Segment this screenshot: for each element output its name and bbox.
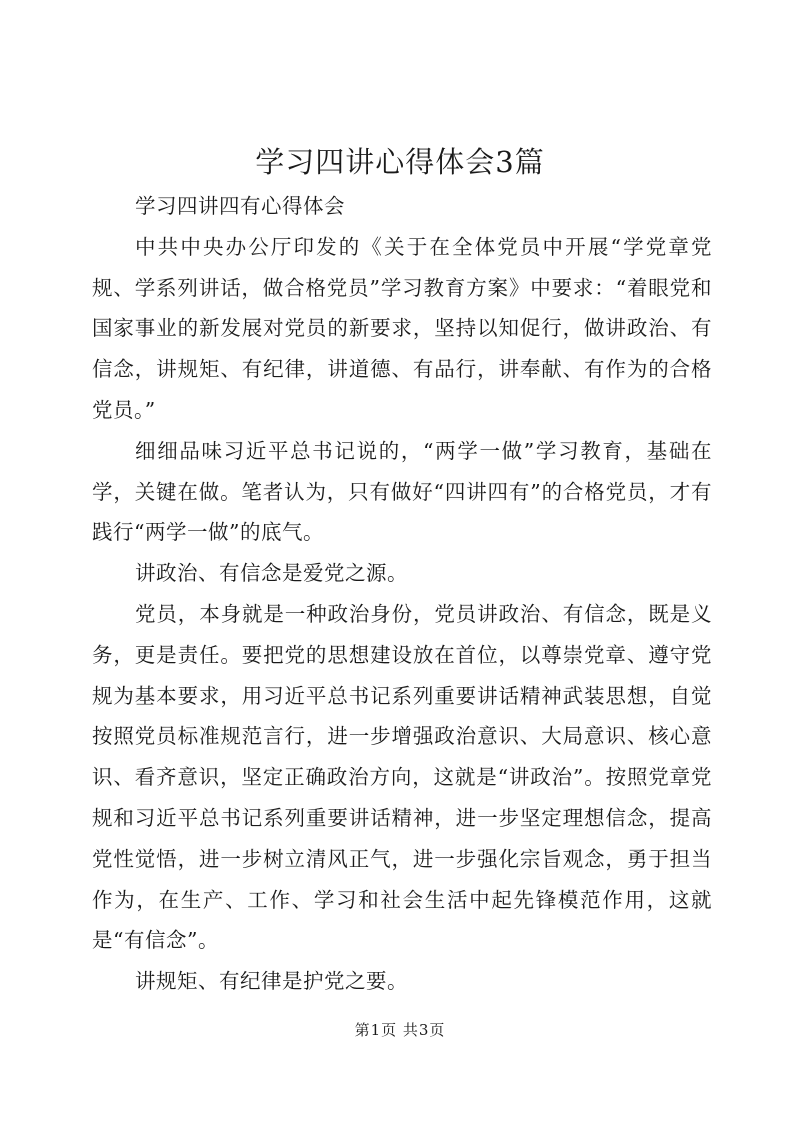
- paragraph-4: 党员，本身就是一种政治身份，党员讲政治、有信念，既是义务，更是责任。要把党的思想建设放在首位，以尊崇党章、遵守党规为基本要求，用习近平总书记系列重要讲话精神武装思想，自觉按照党员标准规范言行，进一步增强政治意识、大局意识、核心意识、看齐意识，坚定正确政治方向，这就是“讲政治”。按照党章党规和习近平总书记系列重要讲话精神，进一步坚定理想信念，提高党性觉悟，进一步树立清风正气，进一步强化宗旨观念，勇于担当作为，在生产、工作、学习和社会生活中起先锋模范作用，这就是“有信念”。: [92, 601, 712, 953]
- document-title: 学习四讲心得体会3篇: [255, 145, 545, 179]
- page-footer: 第1页 共3页: [354, 1021, 446, 1039]
- document-body: [92, 186, 712, 1002]
- paragraph-1: 中共中央办公厅印发的《关于在全体党员中开展“学党章党规、学系列讲话，做合格党员”学习教育方案》中要求：“着眼党和国家事业的新发展对党员的新要求，坚持以知促行，做讲政治、有信念，讲规矩、有纪律，讲道德、有品行，讲奉献、有作为的合格党员。”: [92, 234, 712, 422]
- paragraph-2: 细细品味习近平总书记说的，“两学一做”学习教育，基础在学，关键在做。笔者认为，只有做好“四讲四有”的合格党员，才有践行“两学一做”的底气。: [92, 438, 712, 545]
- paragraph-5: 讲规矩、有纪律是护党之要。: [135, 969, 409, 994]
- section-subtitle: 学习四讲四有心得体会: [135, 194, 346, 218]
- paragraph-3: 讲政治、有信念是爱党之源。: [135, 561, 409, 586]
